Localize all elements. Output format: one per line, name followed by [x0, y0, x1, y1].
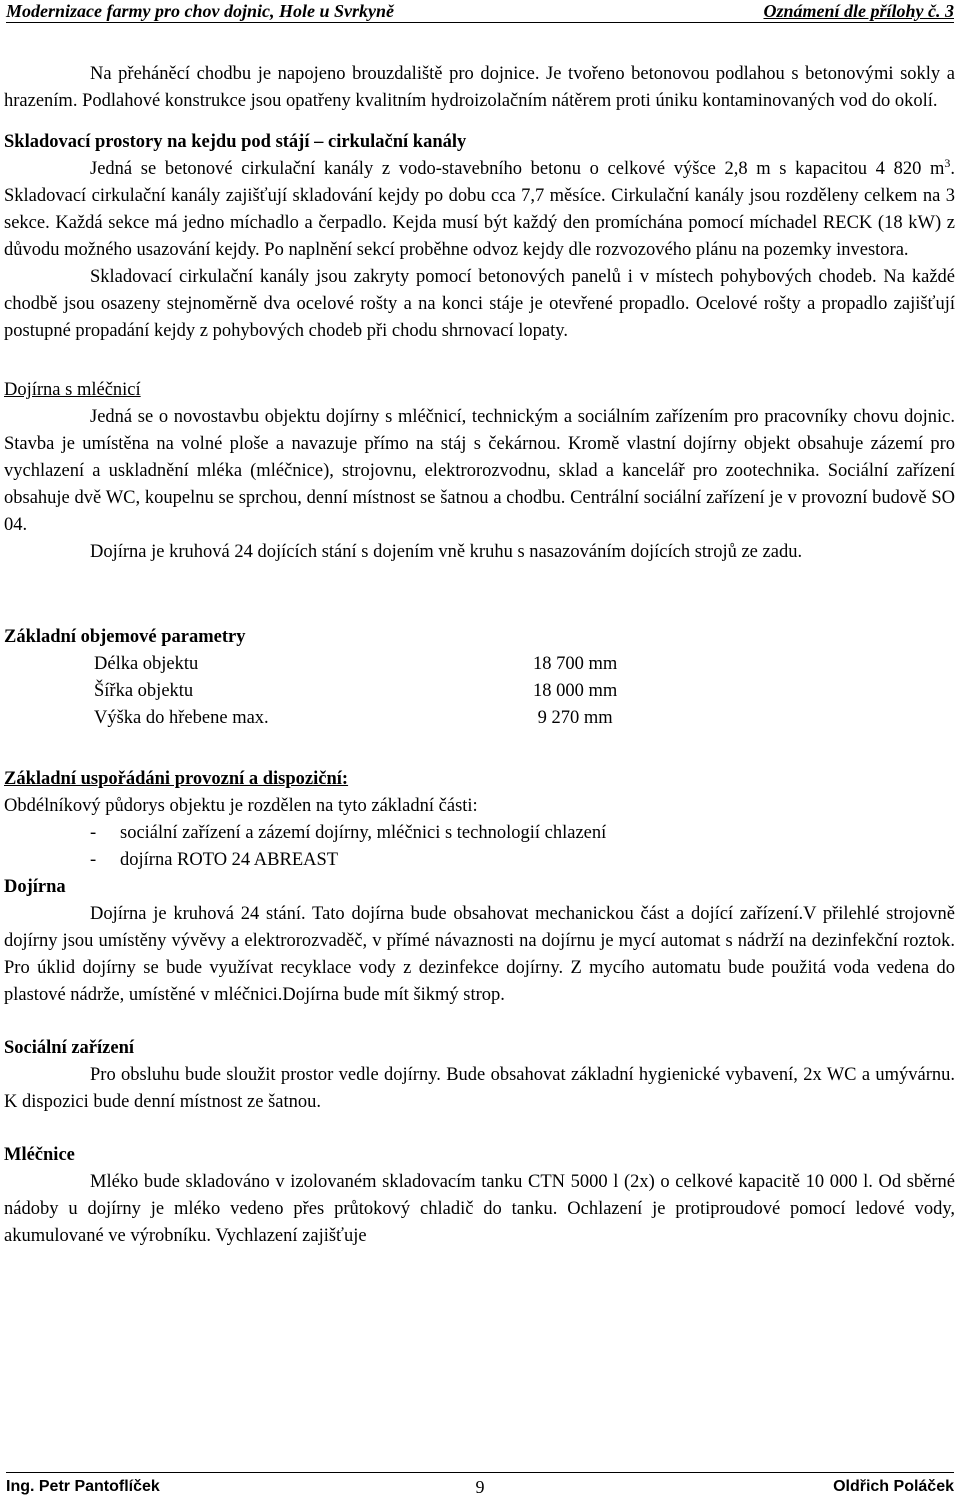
- header-document-type: Oznámení dle přílohy č. 3: [763, 1, 954, 21]
- layout-heading: Základní uspořádáni provozní a dispoziční:: [4, 769, 349, 789]
- storage-paragraph-1: Jedná se betonové cirkulační kanály z vodo-stavebního betonu o celkové výšce 2,8 m s kapacitou 4 820 $m^3$. Skladovací cirkulační kanály zajišťují skladování kejdy po dobu cca 7,7 měsíce. Cirkulační kanály jsou rozděleny celkem na 3 sekce. Každá sekce má jedno míchadlo a čerpadlo. Kejda musí být každý den promíchána pomocí míchadel RECK (18 kW) z důvodu možného usazování kejdy. Po naplnění sekcí proběhne odvoz kejdy dle rozvozového plánu na pozemky investora.: [4, 155, 955, 260]
- storage-heading: Skladovací prostory na kejdu pod stájí – cirkulační kanály: [4, 132, 467, 152]
- dojirna-heading: Dojírna: [4, 877, 66, 897]
- param-value: 9 270 mm: [533, 708, 613, 728]
- params-row: [94, 651, 955, 678]
- unit-superscript: 3: [944, 155, 951, 170]
- param-value: 18 700 mm: [533, 654, 618, 674]
- list-item: - dojírna ROTO 24 ABREAST: [90, 850, 339, 870]
- param-label: Šířka objektu: [94, 681, 194, 701]
- footer-author-right: Oldřich Poláček: [833, 1478, 954, 1495]
- list-item: - sociální zařízení a zázemí dojírny, mléčnici s technologií chlazení: [90, 823, 607, 843]
- intro-paragraph: Na přeháněcí chodbu je napojeno brouzdaliště pro dojnice. Je tvořeno betonovou podlahou s betonovými sokly a hrazením. Podlahové konstrukce jsou opatřeny kvalitním hydroizolačním nátěrem proti úniku kontaminovaných vod do okolí.: [4, 64, 955, 111]
- header-project-title: Modernizace farmy pro chov dojnic, Hole u Svrkyně: [6, 1, 394, 21]
- dojirna-paragraph: Dojírna je kruhová 24 stání. Tato dojírna bude obsahovat mechanickou část a dojící zařízení.V přilehlé strojovně dojírny jsou umístěny vývěvy a elektrorozvaděč, v přímé návaznosti na dojírnu je mycí automat s nádrží na dezinfekční roztok. Pro úklid dojírny se bude využívat recyklace vody z dezinfekce dojírny. Z mycího automatu bude použitá voda vedena do plastové nádrže, umístěné v mléčnici.Dojírna bude mít šikmý strop.: [4, 904, 955, 1005]
- param-value: 18 000 mm: [533, 681, 618, 701]
- milking-heading: Dojírna s mléčnicí: [4, 380, 141, 400]
- social-heading: Sociální zařízení: [4, 1038, 134, 1058]
- layout-intro: Obdélníkový půdorys objektu je rozdělen na tyto základní části:: [4, 796, 478, 816]
- mlecnice-paragraph: Mléko bude skladováno v izolovaném skladovacím tanku CTN 5000 l (2x) o celkové kapacitě 10 000 l. Od sběrné nádoby u dojírny je mléko vedeno přes průtokový chladič do tanku. Ochlazení je protiproudové pomocí ledové vody, akumulované ve výrobníku. Vychlazení zajišťuje: [4, 1172, 955, 1246]
- param-label: Výška do hřebene max.: [94, 708, 269, 728]
- page-header: [6, 0, 954, 23]
- params-row: [94, 705, 955, 732]
- params-row: [94, 678, 955, 705]
- params-table: [94, 651, 955, 732]
- page-number: 9: [475, 1477, 485, 1497]
- page-footer: [6, 1472, 954, 1499]
- milking-paragraph-1: Jedná se o novostavbu objektu dojírny s mléčnicí, technickým a sociálním zařízením pro pracovníky chovu dojnic. Stavba je umístěna na volné ploše a navazuje přímo na stáj s čekárnou. Kromě vlastní dojírny objekt obsahuje zázemí pro vychlazení a uskladnění mléka (mléčnice), strojovnu, elektrorozvodnu, sklad a kancelář pro zootechnika. Sociální zařízení obsahuje dvě WC, koupelnu se sprchou, denní místnost se šatnou a chodbu. Centrální sociální zařízení je v provozní budově SO 04.: [4, 407, 955, 535]
- param-label: Délka objektu: [94, 654, 199, 674]
- milking-paragraph-2: Dojírna je kruhová 24 dojících stání s dojením vně kruhu s nasazováním dojících strojů ze zadu.: [90, 542, 803, 562]
- storage-paragraph-2: Skladovací cirkulační kanály jsou zakryty pomocí betonových panelů i v místech pohybových chodeb. Na každé chodbě jsou osazeny stejnoměrně dva ocelové rošty a na konci stáje je otevřené propadlo. Ocelové rošty a propadlo zajišťují postupné propadání kejdy z pohybových chodeb při chodu shrnovací lopaty.: [4, 267, 955, 341]
- mlecnice-heading: Mléčnice: [4, 1145, 75, 1165]
- page-body: [4, 61, 955, 1250]
- social-paragraph: Pro obsluhu bude sloužit prostor vedle dojírny. Bude obsahovat základní hygienické vybavení, 2x WC a umývárnu. K dispozici bude denní místnost ze šatnou.: [4, 1065, 955, 1112]
- params-heading: Základní objemové parametry: [4, 627, 246, 647]
- footer-author-left: Ing. Petr Pantoflíček: [6, 1478, 160, 1495]
